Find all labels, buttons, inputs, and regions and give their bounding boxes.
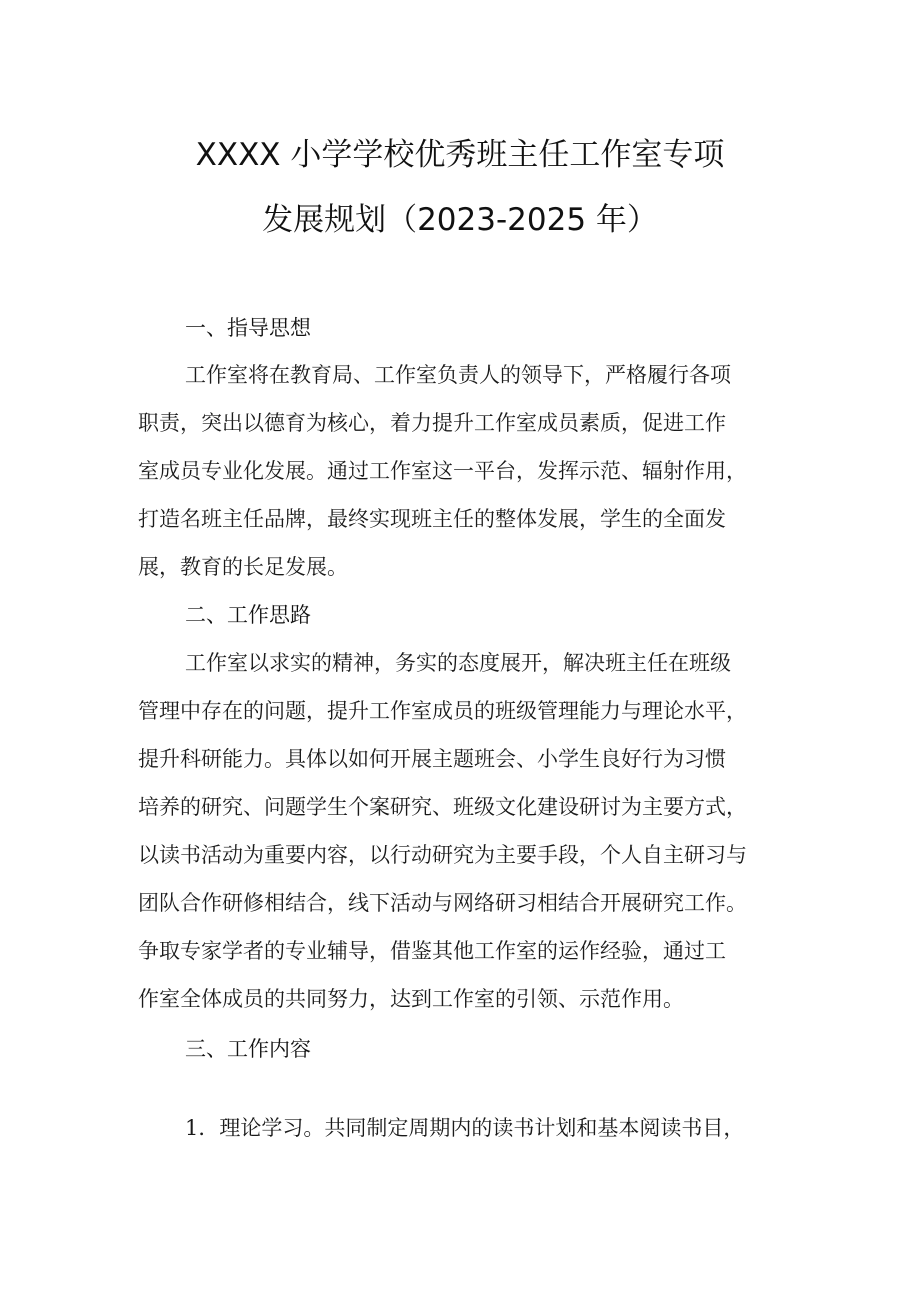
section-heading-guiding-ideology: 一、指导思想: [185, 316, 311, 340]
paragraph-line: 工作室将在教育局、工作室负责人的领导下，严格履行各项: [185, 363, 731, 387]
paragraph-line: 工作室以求实的精神，务实的态度展开，解决班主任在班级: [185, 651, 731, 675]
paragraph-line: 争取专家学者的专业辅导，借鉴其他工作室的运作经验，通过工: [138, 939, 726, 963]
document-title-line-1: XXXX 小学学校优秀班主任工作室专项: [195, 137, 725, 173]
paragraph-line: 管理中存在的问题，提升工作室成员的班级管理能力与理论水平，: [138, 699, 747, 723]
paragraph-line: 职责，突出以德育为核心，着力提升工作室成员素质，促进工作: [138, 411, 726, 435]
paragraph-line: 打造名班主任品牌，最终实现班主任的整体发展，学生的全面发: [138, 507, 726, 531]
paragraph-line: 展，教育的长足发展。: [138, 555, 348, 579]
section-heading-work-approach: 二、工作思路: [185, 603, 311, 627]
paragraph-line: 以读书活动为重要内容，以行动研究为主要手段，个人自主研习与: [138, 843, 747, 867]
paragraph-line: 培养的研究、问题学生个案研究、班级文化建设研讨为主要方式，: [138, 795, 747, 819]
section-heading-work-content: 三、工作内容: [185, 1037, 311, 1061]
document-title-line-2: 发展规划（2023-2025 年）: [262, 202, 658, 238]
paragraph-line: 1．理论学习。共同制定周期内的读书计划和基本阅读书目，: [185, 1116, 745, 1140]
paragraph-line: 作室全体成员的共同努力，达到工作室的引领、示范作用。: [138, 987, 684, 1011]
paragraph-line: 提升科研能力。具体以如何开展主题班会、小学生良好行为习惯: [138, 747, 726, 771]
paragraph-line: 室成员专业化发展。通过工作室这一平台，发挥示范、辐射作用，: [138, 459, 747, 483]
paragraph-line: 团队合作研修相结合，线下活动与网络研习相结合开展研究工作。: [138, 891, 747, 915]
